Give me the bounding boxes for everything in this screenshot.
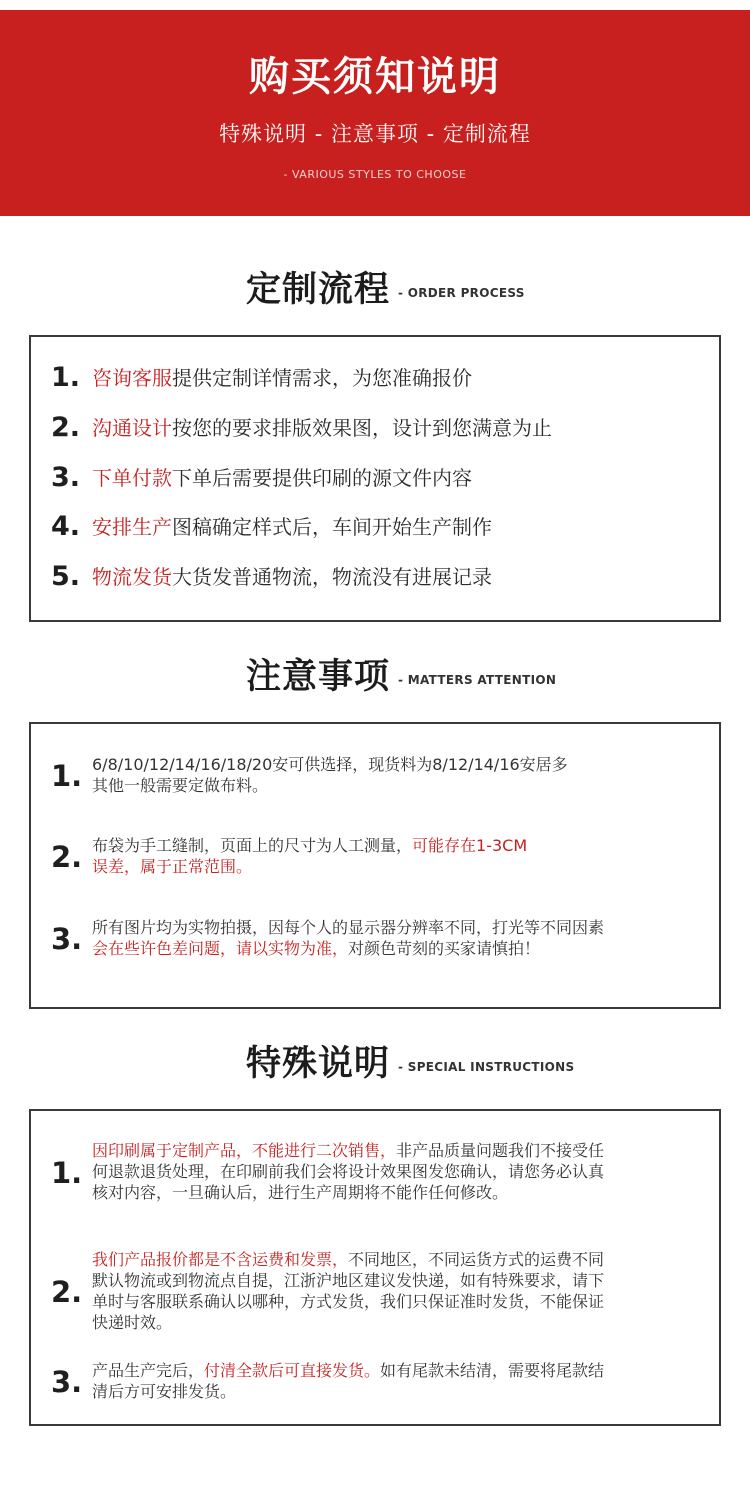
item-text: [92, 1360, 707, 1402]
item-line: [92, 1140, 707, 1161]
banner-tagline: - VARIOUS STYLES TO CHOOSE: [283, 168, 467, 181]
attention-item: [51, 835, 711, 879]
item-highlight: 误差，属于正常范围。: [92, 857, 253, 876]
item-line: [92, 835, 707, 856]
process-heading: [0, 268, 750, 318]
step-highlight: 安排生产: [92, 515, 172, 539]
item-number: 3.: [51, 922, 83, 956]
special-item: [51, 1360, 711, 1404]
attention-item: [51, 754, 711, 798]
process-step: [51, 560, 701, 594]
step-description: 提供定制详情需求，为您准确报价: [172, 366, 472, 390]
item-number: 1.: [51, 1156, 83, 1190]
item-highlight: 我们产品报价都是不含运费和发票，: [92, 1250, 349, 1269]
item-line: 何退款退货处理，在印刷前我们会将设计效果图发您确认，请您务必认真: [92, 1162, 605, 1181]
item-highlight: 因印刷属于定制产品，不能进行二次销售，: [92, 1141, 397, 1160]
attention-title: 注意事项: [246, 657, 391, 697]
item-line-part: 产品生产完后，: [92, 1361, 205, 1380]
item-line: 默认物流或到物流点自提，江浙沪地区建议发快递，如有特殊要求，请下: [92, 1271, 605, 1290]
item-text: [92, 835, 707, 877]
step-text: [92, 414, 552, 442]
step-highlight: 沟通设计: [92, 416, 172, 440]
item-line-part: 非产品质量问题我们不接受任: [396, 1141, 605, 1160]
attention-item: [51, 917, 711, 961]
step-highlight: 咨询客服: [92, 366, 172, 390]
item-line: 核对内容，一旦确认后，进行生产周期将不能作任何修改。: [92, 1183, 509, 1202]
step-number: 3.: [51, 462, 81, 493]
attention-box: [29, 722, 721, 1009]
item-number: 2.: [51, 840, 83, 874]
process-step: [51, 510, 701, 544]
item-line: [92, 1249, 707, 1270]
process-title: 定制流程: [246, 270, 391, 310]
item-highlight: 付清全款后可直接发货。: [204, 1361, 381, 1380]
item-line-part: 不同地区，不同运货方式的运费不同: [348, 1250, 605, 1269]
header-banner: [0, 10, 750, 216]
item-line-part: 布袋为手工缝制，页面上的尺寸为人工测量，: [92, 836, 413, 855]
step-text: [92, 364, 472, 392]
step-description: 图稿确定样式后，车间开始生产制作: [172, 515, 492, 539]
step-text: [92, 563, 492, 591]
banner-subtitle: 特殊说明 - 注意事项 - 定制流程: [219, 122, 531, 146]
special-heading: [0, 1042, 750, 1092]
step-highlight: 物流发货: [92, 565, 172, 589]
special-title: 特殊说明: [246, 1044, 391, 1084]
step-description: 大货发普通物流，物流没有进展记录: [172, 565, 492, 589]
item-text: [92, 917, 707, 959]
step-number: 5.: [51, 561, 81, 592]
step-highlight: 下单付款: [92, 466, 172, 490]
item-line-part: 对颜色苛刻的买家请慎拍！: [348, 939, 541, 958]
item-line: 快递时效。: [92, 1313, 173, 1332]
attention-heading: [0, 655, 750, 705]
item-line: [92, 938, 707, 959]
item-line: [92, 1360, 707, 1381]
item-highlight: 可能存在1-3CM: [412, 836, 528, 855]
attention-title-en: - MATTERS ATTENTION: [398, 673, 557, 687]
process-step: [51, 461, 701, 495]
item-line: 所有图片均为实物拍摄，因每个人的显示器分辨率不同，打光等不同因素: [92, 918, 605, 937]
item-number: 1.: [51, 759, 83, 793]
item-text: [92, 1140, 707, 1203]
item-text: [92, 754, 707, 796]
step-text: [92, 513, 492, 541]
step-description: 按您的要求排版效果图，设计到您满意为止: [172, 416, 552, 440]
process-step: [51, 361, 701, 395]
step-number: 2.: [51, 412, 81, 443]
item-number: 3.: [51, 1365, 83, 1399]
item-line: 单时与客服联系确认以哪种，方式发货，我们只保证准时发货，不能保证: [92, 1292, 605, 1311]
step-description: 下单后需要提供印刷的源文件内容: [172, 466, 472, 490]
special-item: [51, 1249, 711, 1337]
item-highlight: 会在些许色差问题，请以实物为准，: [92, 939, 349, 958]
banner-title: 购买须知说明: [249, 54, 501, 100]
process-step: [51, 411, 701, 445]
item-line-part: 如有尾款未结清，需要将尾款结: [380, 1361, 605, 1380]
item-line: 其他一般需要定做布料。: [92, 776, 269, 795]
special-title-en: - SPECIAL INSTRUCTIONS: [398, 1060, 575, 1074]
process-box: [29, 335, 721, 622]
step-text: [92, 464, 472, 492]
item-text: [92, 1249, 707, 1333]
item-line: 清后方可安排发货。: [92, 1382, 237, 1401]
special-box: [29, 1109, 721, 1426]
item-number: 2.: [51, 1275, 83, 1309]
item-line: 6/8/10/12/14/16/18/20安可供选择，现货料为8/12/14/16安居多: [92, 755, 568, 774]
step-number: 1.: [51, 362, 81, 393]
process-title-en: - ORDER PROCESS: [398, 286, 525, 300]
step-number: 4.: [51, 511, 81, 542]
special-item: [51, 1140, 711, 1206]
